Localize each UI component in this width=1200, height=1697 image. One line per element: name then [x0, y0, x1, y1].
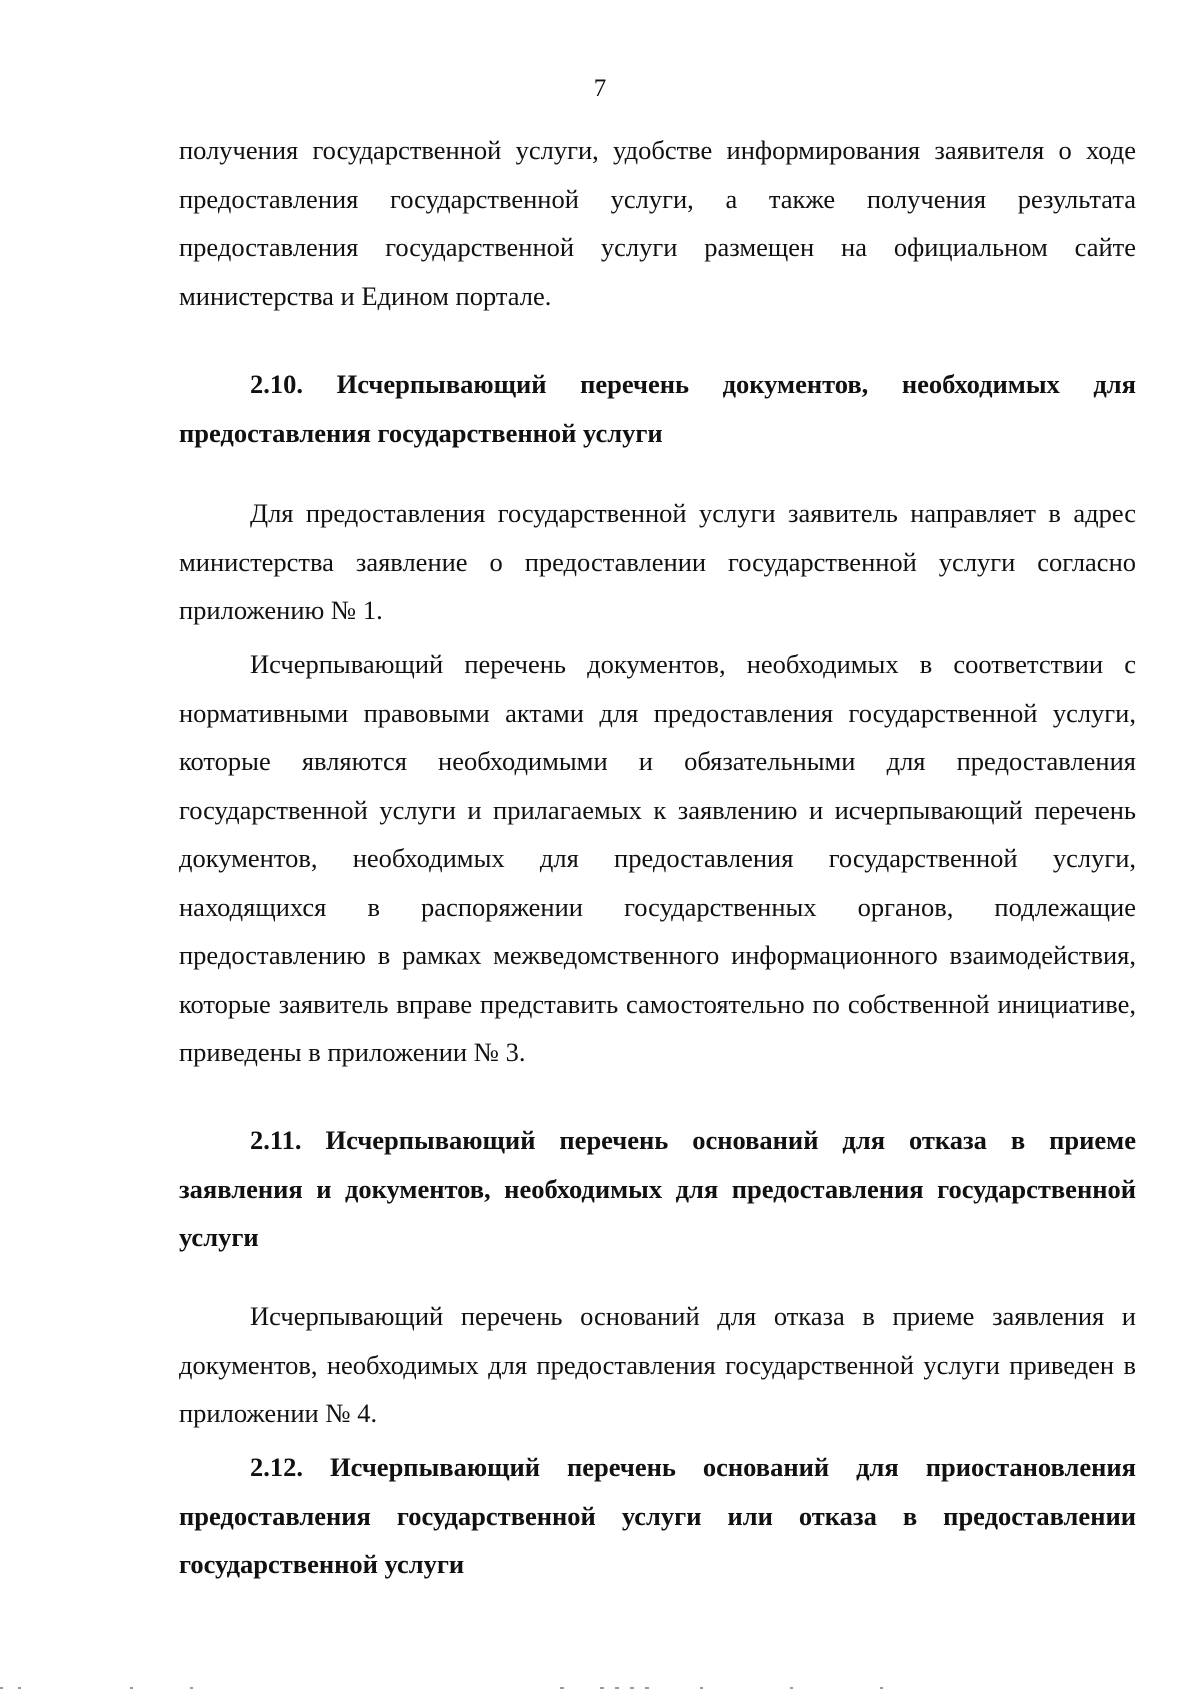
section-2-10-paragraph-2: Исчерпывающий перечень документов, необходимых в соответствии с нормативными правовыми актами для предоставления государственной услуги, которые являются необходимыми и обязательными для предоставления государственной услуги и прилагаемых к заявлению и исчерпывающий перечень документов, необходимых для предоставления государственной услуги, находящихся в распоряжении государственных органов, подлежащие предоставлению в рамках межведомственного информационного взаимодействия, которые заявитель вправе представить самостоятельно по собственной инициативе, приведены в приложении № 3. [179, 649, 1136, 1067]
section-2-10-heading: 2.10. Исчерпывающий перечень документов, необходимых для предоставления государственной услуги [179, 369, 1136, 448]
section-2-11-heading: 2.11. Исчерпывающий перечень оснований для отказа в приеме заявления и документов, необходимых для предоставления государственной услуги [179, 1125, 1136, 1252]
intro-paragraph: получения государственной услуги, удобстве информирования заявителя о ходе предоставления государственной услуги, а также получения результата предоставления государственной услуги размещен на официальном сайте министерства и Едином портале. [179, 135, 1136, 311]
scan-artifact-dots [0, 1686, 1200, 1690]
section-2-10-paragraph-1: Для предоставления государственной услуги заявитель направляет в адрес министерства заявление о предоставлении государственной услуги согласно приложению № 1. [179, 498, 1136, 625]
section-2-11-paragraph-1: Исчерпывающий перечень оснований для отказа в приеме заявления и документов, необходимых для предоставления государственной услуги приведен в приложении № 4. [179, 1301, 1136, 1428]
section-2-12-heading: 2.12. Исчерпывающий перечень оснований для приостановления предоставления государственной услуги или отказа в предоставлении государственной услуги [179, 1452, 1136, 1579]
page-number: 7 [593, 75, 607, 102]
